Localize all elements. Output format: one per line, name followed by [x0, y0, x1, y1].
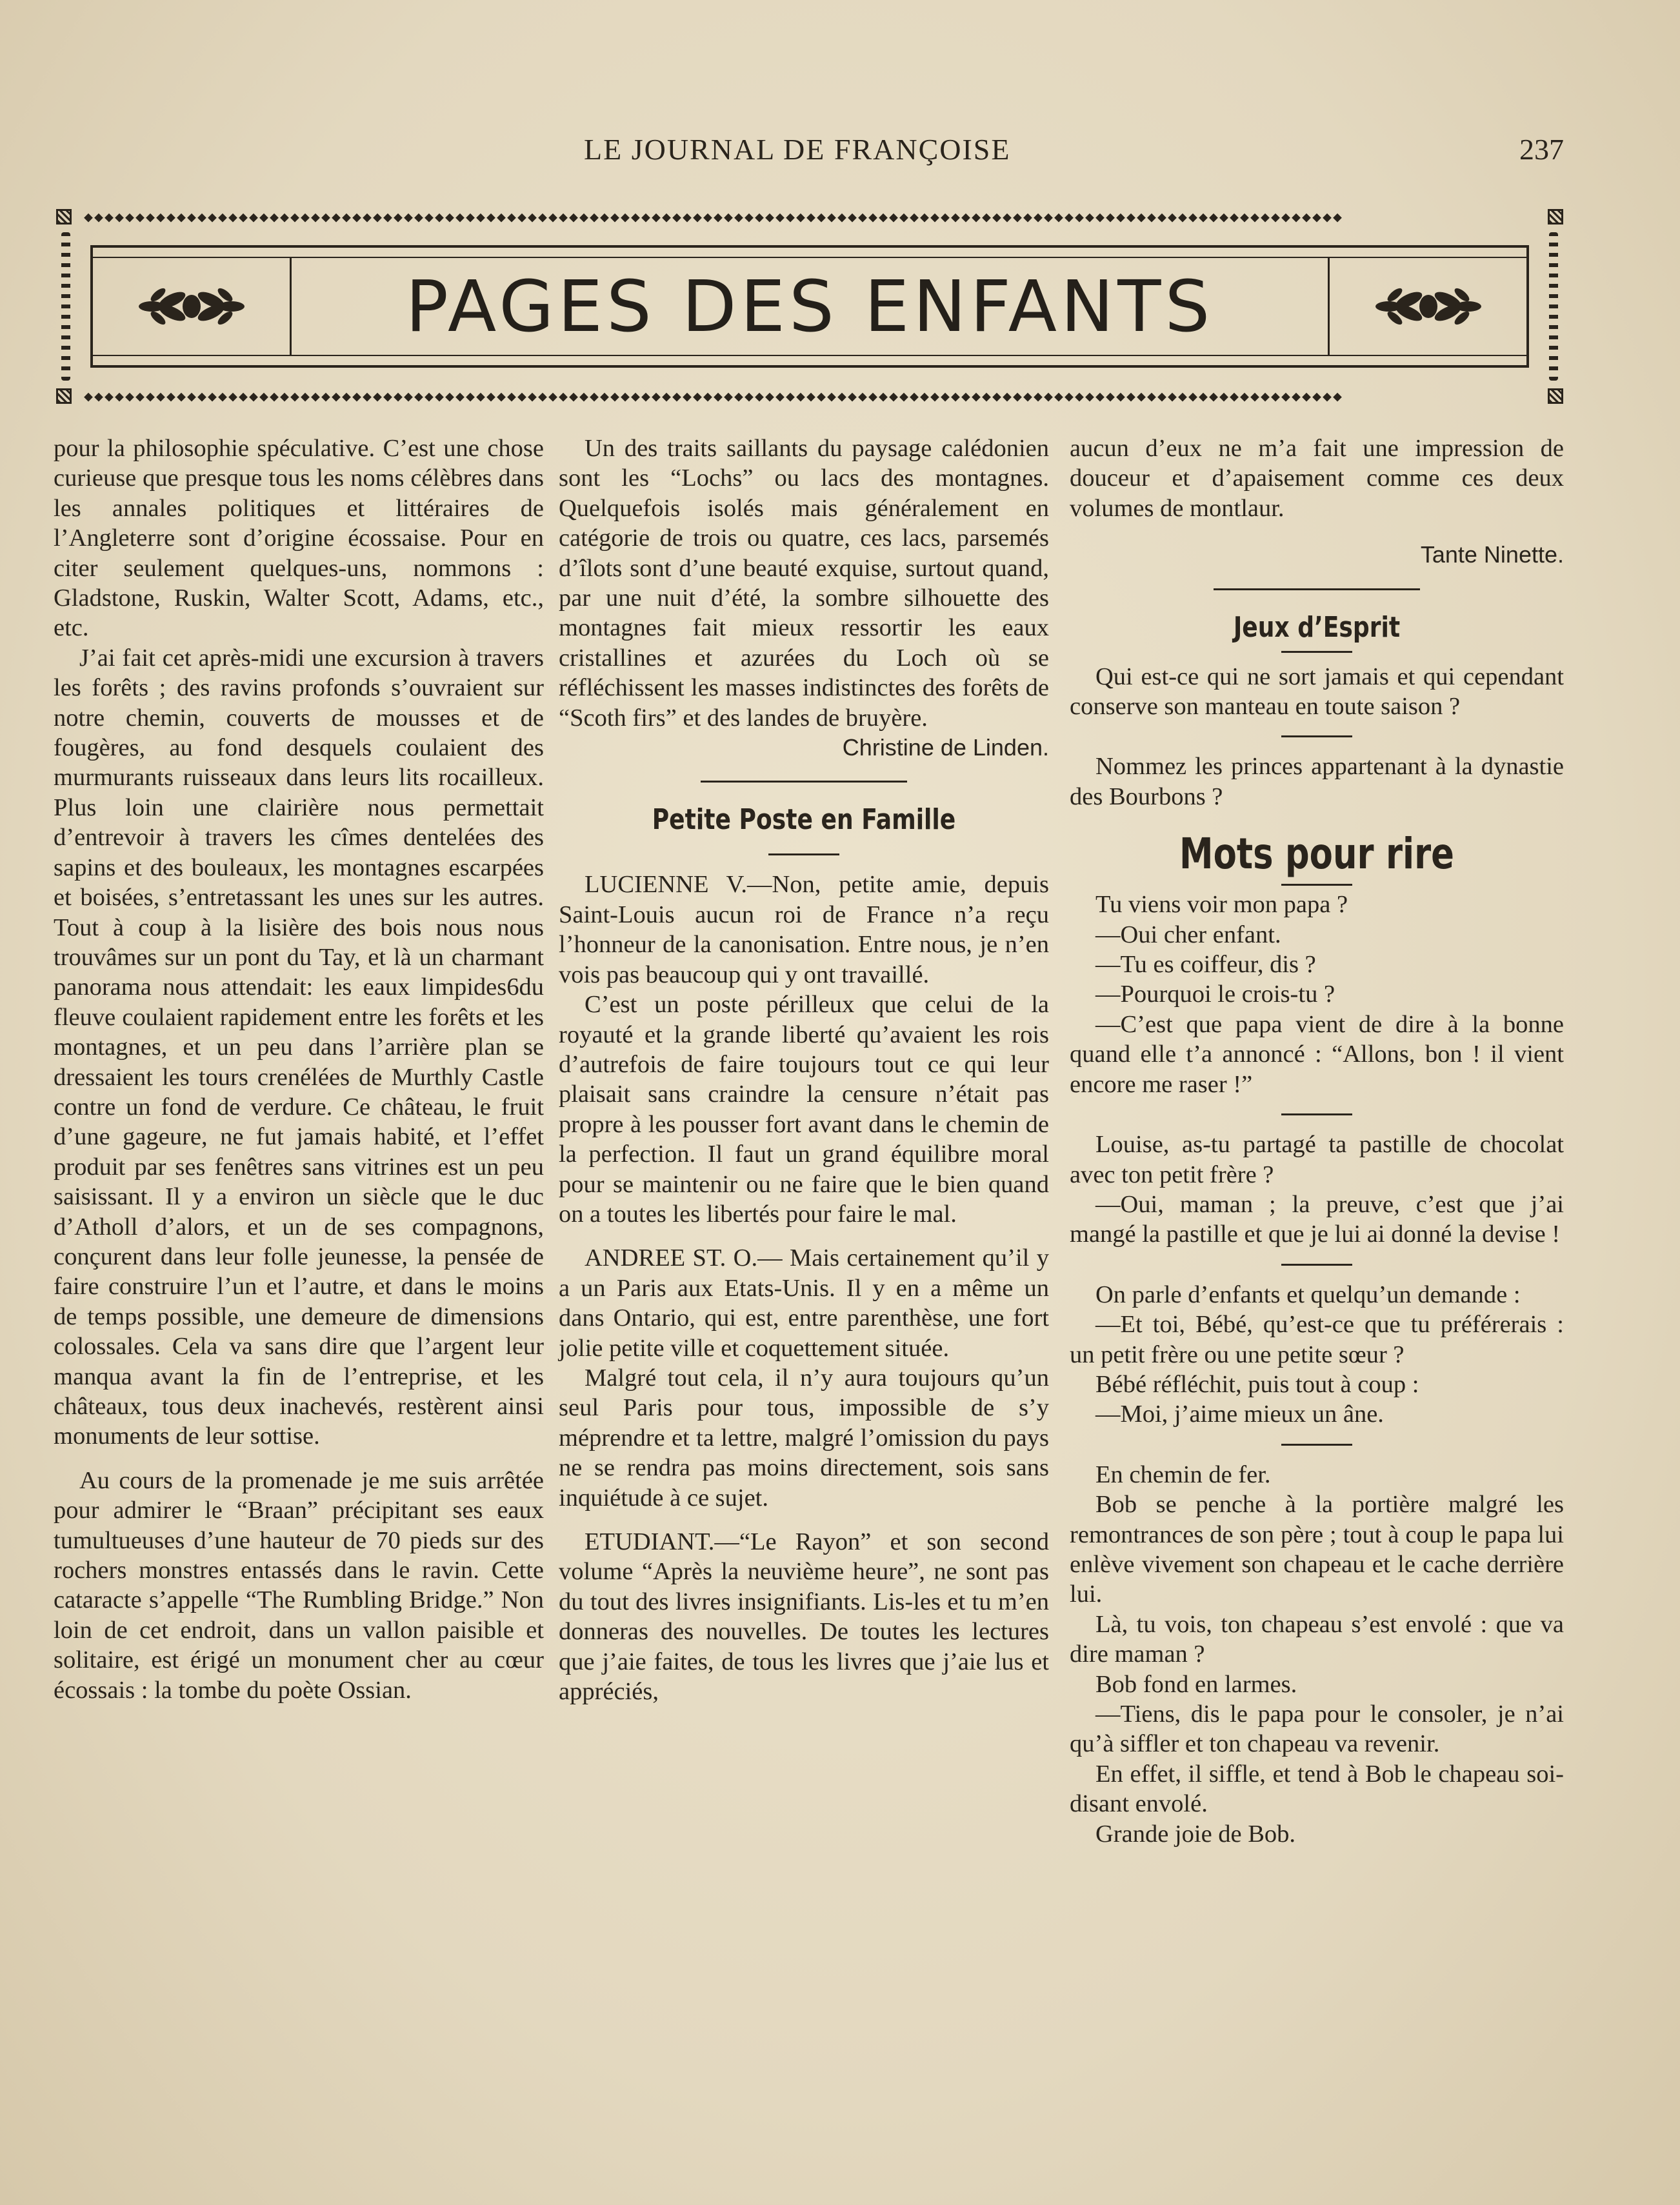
section-divider: [701, 781, 907, 783]
joke-line: Bébé réfléchit, puis tout à coup :: [1095, 1370, 1419, 1398]
joke-line: En effet, il siffle, et tend à Bob le chapeau soi-disant envolé.: [1070, 1760, 1564, 1818]
paragraph: Malgré tout cela, il n’y aura toujours qu’un seul Paris pour tous, impossible de s’y méprendre et ta lettre, malgré l’omission du pays ne se rendra pas moins directement, sois sans inquiétude à ce sujet.: [559, 1364, 1049, 1512]
floral-ornament-icon: [93, 258, 292, 355]
paragraph: J’ai fait cet après-midi une excursion à travers les forêts ; des ravins profonds s’ouvraient sur notre chemin, couverts de mousses et de fougères, au fond desquels coulaient des murmurants ruisseaux dans leurs lits rocailleux. Plus loin une clairière nous permettait d’entrevoir à travers les cîmes dentelées des sapins et des bouleaux, les montagnes escarpées et boisées, s’entretassant les unes sur les autres. Tout à coup à la lisière des bois nous nous trouvâmes sur un pont du Tay, et là un charmant panorama nous attendait: les eaux limpides6du fleuve coulaient rapidement entre les forêts et les montagnes, et un peu dans l’arrière plan se dressaient les tours crenélées de Murthly Castle contre un fond de verdure. Ce château, le fruit d’une gageure, ne fut jamais habité, et l’effet produit par ses fenêtres sans vitrines est un peu saisissant. Il y a environ un siècle que le duc d’Atholl d’alors, et un de ses compagnons, conçurent dans leur folle jeunesse, la pensée de faire construire l’un et l’autre, et dans le moins de temps possible, une demeure de dimensions colossales. Cela va sans dire que l’argent leur manqua avant la fin de l’entreprise, et les châteaux, tous deux inachevés, restèrent ainsi monuments de leur sottise.: [54, 644, 544, 1450]
paragraph: ANDREE ST. O.— Mais certainement qu’il y a un Paris aux Etats-Unis. Il y en a même un dans Ontario, qui est, entre parenthèse, une fort jolie petite ville et coquettement située.: [559, 1244, 1049, 1362]
joke-line: —Moi, j’aime mieux un âne.: [1095, 1401, 1384, 1428]
joke-2: [1070, 1130, 1564, 1250]
running-head: [0, 132, 1680, 177]
joke-line: —Et toi, Bébé, qu’est-ce que tu préférerais : un petit frère ou une petite sœur ?: [1070, 1311, 1564, 1368]
joke-line: Bob se penche à la portière malgré les remontrances de son père ; tout à coup le papa lui enlève vivement son chapeau et le cache derrière lui.: [1070, 1491, 1564, 1608]
divider: [768, 853, 839, 855]
paragraph: ETUDIANT.—“Le Rayon” et son second volume “Après la neuvième heure”, ne sont pas du tout des livres insignifiants. Lis-les et tu m’en donneras des nouvelles. De toutes les lectures que j’aie faites, de tous les livres que j’aie lus et appréciés,: [559, 1528, 1049, 1706]
page-number: 237: [1519, 133, 1564, 166]
joke-line: En chemin de fer.: [1095, 1461, 1271, 1488]
divider: [1281, 884, 1352, 886]
riddle: Qui est-ce qui ne sort jamais et qui cependant conserve son manteau en toute saison ?: [1070, 663, 1564, 721]
section-title-jeux-d-esprit: Jeux d’Esprit: [1233, 610, 1401, 644]
joke-line: Louise, as-tu partagé ta pastille de chocolat avec ton petit frère ?: [1070, 1131, 1564, 1188]
corner-ornament-icon: [1548, 209, 1563, 224]
paragraph: LUCIENNE V.—Non, petite amie, depuis Saint-Louis aucun roi de France n’a reçu l’honneur de la canonisation. Entre nous, je n’en vois pas beaucoup qui y ont travaillé.: [559, 871, 1049, 988]
divider: [1281, 1444, 1352, 1446]
joke-line: —C’est que papa vient de dire à la bonne quand elle t’a annoncé : “Allons, bon ! il vient encore me raser !”: [1070, 1010, 1564, 1098]
joke-line: —Tu es coiffeur, dis ?: [1095, 951, 1316, 979]
divider: [1281, 1264, 1352, 1266]
border-ornament-right: [1549, 232, 1558, 381]
banner-frame: [90, 245, 1529, 368]
joke-line: Là, tu vois, ton chapeau s’est envolé : que va dire maman ?: [1070, 1610, 1564, 1668]
section-banner: [55, 206, 1565, 406]
paragraph: aucun d’eux ne m’a fait une impression de douceur et d’apaisement comme ces deux volumes de montlaur.: [1070, 435, 1564, 522]
paragraph: Au cours de la promenade je me suis arrêtée pour admirer le “Braan” précipitant ses eaux tumultueuses d’une hauteur de 70 pieds sur des rochers monstres entassés dans le ravin. Cette cataracte s’appelle “The Rumbling Bridge.” Non loin de cet endroit, dans un vallon paisible et solitaire, est érigé un monument cher au cœur écossais : la tombe du poète Ossian.: [54, 1466, 544, 1704]
paragraph: pour la philosophie spéculative. C’est une chose curieuse que presque tous les noms célèbres dans les annales politiques et littéraires de l’Angleterre sont d’origine écossaise. Pour en citer seulement quelques-uns, nommons : Gladstone, Ruskin, Walter Scott, Adams, etc., etc.: [54, 435, 544, 642]
border-ornament-top: ⬥⬥⬥⬥⬥⬥⬥⬥⬥⬥⬥⬥⬥⬥⬥⬥⬥⬥⬥⬥⬥⬥⬥⬥⬥⬥⬥⬥⬥⬥⬥⬥⬥⬥⬥⬥⬥⬥⬥⬥⬥⬥⬥⬥⬥⬥⬥⬥⬥⬥⬥⬥⬥⬥⬥⬥⬥⬥⬥⬥⬥⬥⬥⬥⬥⬥⬥⬥⬥⬥⬥⬥⬥⬥⬥⬥⬥⬥⬥⬥⬥⬥⬥⬥⬥⬥⬥⬥⬥⬥⬥⬥⬥⬥⬥⬥⬥⬥⬥⬥⬥⬥⬥⬥⬥⬥⬥⬥⬥⬥⬥⬥⬥⬥⬥⬥⬥⬥⬥⬥⬥⬥: [84, 210, 1343, 224]
section-title-petite-poste: Petite Poste en Famille: [652, 803, 956, 837]
corner-ornament-icon: [56, 388, 72, 404]
column-1: [54, 434, 544, 1705]
joke-line: Tu viens voir mon papa ?: [1095, 891, 1348, 919]
section-title-mots-pour-rire: Mots pour rire: [1179, 829, 1454, 879]
divider: [1281, 1113, 1352, 1115]
author-signature: Tante Ninette.: [1420, 541, 1564, 568]
corner-ornament-icon: [56, 209, 72, 224]
section-divider: [1214, 588, 1420, 590]
riddle: Nommez les princes appartenant à la dynastie des Bourbons ?: [1070, 753, 1564, 810]
joke-line: —Pourquoi le crois-tu ?: [1095, 981, 1335, 1008]
paragraph: Un des traits saillants du paysage calédonien sont les “Lochs” ou lacs des montagnes. Quelquefois isolés mais généralement en catégorie de trois ou quatre, ces lacs, parsemés d’îlots sont d’une beauté exquise, surtout quand, par une nuit d’été, la sombre silhouette des montagnes fait mieux ressortir les eaux cristallines et azurées du Loch où se réfléchissent les masses indistinctes des forêts de “Scoth firs” et des landes de bruyère.: [559, 435, 1049, 732]
joke-line: Grande joie de Bob.: [1095, 1820, 1296, 1848]
joke-line: On parle d’enfants et quelqu’un demande :: [1095, 1281, 1521, 1308]
floral-ornament-icon: [1328, 258, 1526, 355]
border-ornament-left: [61, 232, 70, 381]
corner-ornament-icon: [1548, 388, 1563, 404]
banner-title: PAGES DES ENFANTS: [405, 265, 1214, 348]
joke-1: [1070, 890, 1564, 1099]
divider: [1281, 651, 1352, 653]
joke-3: [1070, 1280, 1564, 1430]
joke-line: Bob fond en larmes.: [1095, 1670, 1297, 1698]
joke-line: —Oui cher enfant.: [1095, 921, 1281, 948]
border-ornament-bottom: ⬥⬥⬥⬥⬥⬥⬥⬥⬥⬥⬥⬥⬥⬥⬥⬥⬥⬥⬥⬥⬥⬥⬥⬥⬥⬥⬥⬥⬥⬥⬥⬥⬥⬥⬥⬥⬥⬥⬥⬥⬥⬥⬥⬥⬥⬥⬥⬥⬥⬥⬥⬥⬥⬥⬥⬥⬥⬥⬥⬥⬥⬥⬥⬥⬥⬥⬥⬥⬥⬥⬥⬥⬥⬥⬥⬥⬥⬥⬥⬥⬥⬥⬥⬥⬥⬥⬥⬥⬥⬥⬥⬥⬥⬥⬥⬥⬥⬥⬥⬥⬥⬥⬥⬥⬥⬥⬥⬥⬥⬥⬥⬥⬥⬥⬥⬥⬥⬥⬥⬥⬥⬥: [84, 389, 1343, 403]
author-signature: Christine de Linden.: [842, 734, 1049, 761]
column-3: [1070, 434, 1564, 1849]
column-2: [559, 434, 1049, 1706]
journal-title: LE JOURNAL DE FRANÇOISE: [584, 133, 1011, 166]
paragraph: C’est un poste périlleux que celui de la royauté et la grande liberté qu’avaient les rois d’autrefois de faire toujours tout ce qui leur plaisait sans craindre la censure n’était pas propre à les pousser fort avant dans le chemin de la perfection. Il faut un grand équilibre moral pour se maintenir ou ne faire que le bien quand on a toutes les libertés pour faire le mal.: [559, 991, 1049, 1228]
joke-4: [1070, 1460, 1564, 1849]
joke-line: —Oui, maman ; la preuve, c’est que j’ai mangé la pastille et que je lui ai donné la devise !: [1070, 1190, 1564, 1248]
divider: [1281, 735, 1352, 737]
joke-line: —Tiens, dis le papa pour le consoler, je n’ai qu’à siffler et ton chapeau va revenir.: [1070, 1701, 1564, 1758]
